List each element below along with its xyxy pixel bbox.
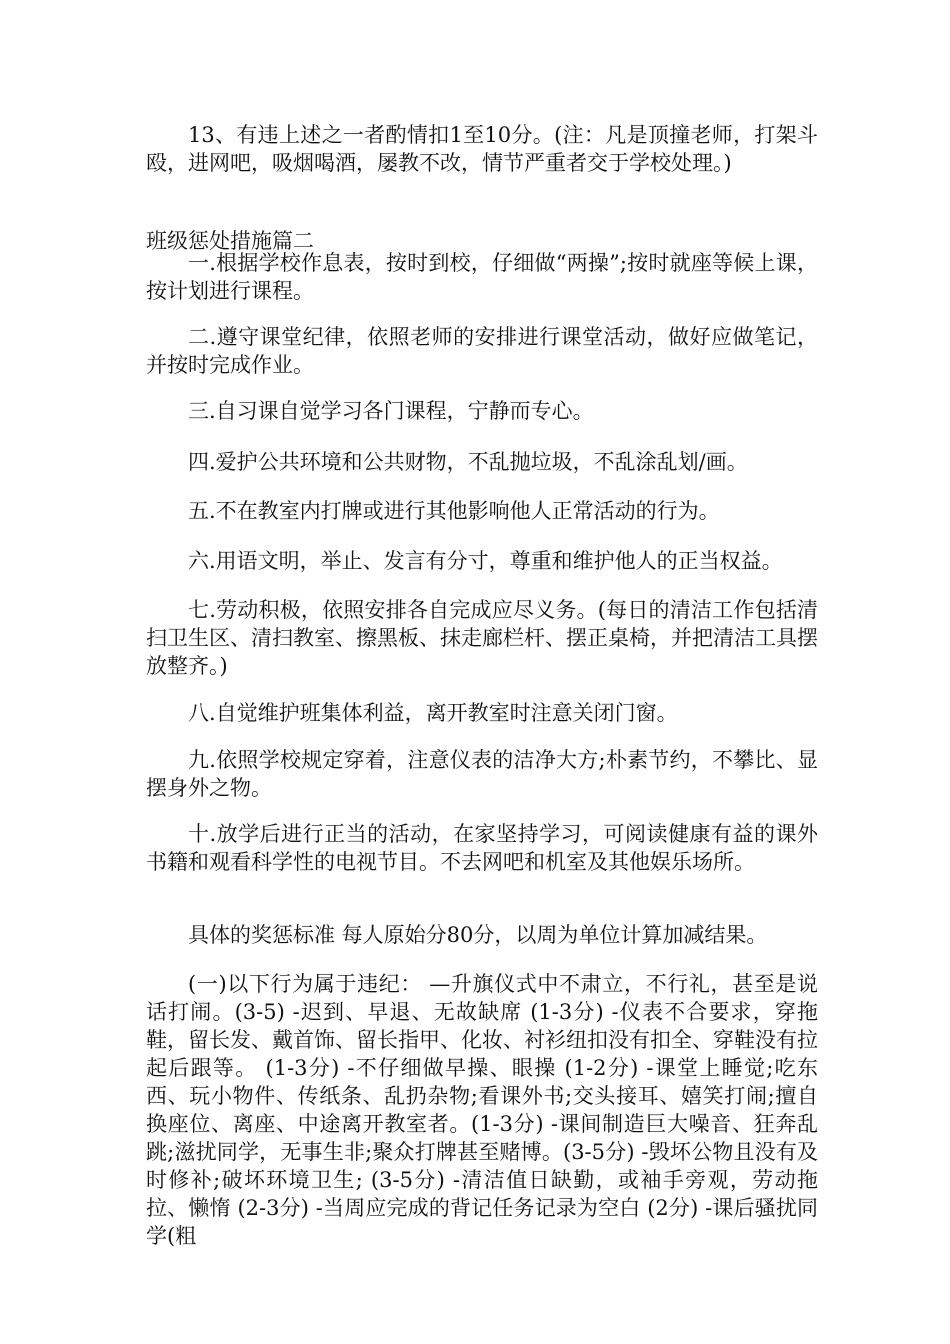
paragraph-item-1: 一.根据学校作息表，按时到校，仔细做“两操”;按时就座等候上课，按计划进行课程。 [146, 251, 818, 303]
paragraph-item-7: 七.劳动积极，依照安排各自完成应尽义务。(每日的清洁工作包括清扫卫生区、清扫教室、擦黑板、抹走廊栏杆、摆正桌椅，并把清洁工具摆放整齐。) [146, 598, 818, 678]
paragraph-item-8: 八.自觉维护班集体利益，离开教室时注意关闭门窗。 [188, 701, 678, 725]
paragraph-rule-13: 13、有违上述之一者酌情扣1至10分。(注：凡是顶撞老师，打架斗殴，进网吧，吸烟喝酒，屡教不改，情节严重者交于学校处理。) [146, 123, 818, 175]
paragraph-item-4: 四.爱护公共环境和公共财物，不乱抛垃圾，不乱涂乱划/画。 [188, 450, 748, 474]
paragraph-item-10: 十.放学后进行正当的活动，在家坚持学习，可阅读健康有益的课外书籍和观看科学性的电视节目。不去网吧和机室及其他娱乐场所。 [146, 822, 818, 874]
paragraph-item-3: 三.自习课自觉学习各门课程，宁静而专心。 [188, 399, 594, 423]
paragraph-standard: 具体的奖惩标准 每人原始分80分，以周为单位计算加减结果。 [188, 923, 768, 947]
paragraph-item-6: 六.用语文明，举止、发言有分寸，尊重和维护他人的正当权益。 [188, 549, 783, 573]
paragraph-item-2: 二.遵守课堂纪律，依照老师的安排进行课堂活动，做好应做笔记，并按时完成作业。 [146, 325, 818, 377]
section-heading: 班级惩处措施篇二 [146, 229, 314, 253]
paragraph-violations: (一)以下行为属于违纪： —升旗仪式中不肃立，不行礼，甚至是说话打闹。(3-5) -迟到、早退、无故缺席 (1-3分) -仪表不合要求，穿拖鞋，留长发、戴首饰、留长指甲、化妆、衬衫纽扣没有扣全、穿鞋没有拉起后跟等。 (1-3分) -不仔细做早操、眼操 (1-2分) -课堂上睡觉;吃东西、玩小物件、传纸条、乱扔杂物;看课外书;交头接耳、嬉笑打闹;擅自换座位、离座、中途离开教室者。(1-3分) -课间制造巨大噪音、狂奔乱跳;滋扰同学，无事生非;聚众打牌甚至赌博。(3-5分) -毁坏公物且没有及时修补;破坏环境卫生; (3-5分) -清洁值日缺勤，或袖手旁观，劳动拖拉、懒惰 (2-3分) -当周应完成的背记任务记录为空白 (2分) -课后骚扰同学(粗 [146, 972, 818, 1248]
paragraph-item-5: 五.不在教室内打牌或进行其他影响他人正常活动的行为。 [188, 499, 720, 523]
paragraph-item-9: 九.依照学校规定穿着，注意仪表的洁净大方;朴素节约，不攀比、显摆身外之物。 [146, 748, 818, 800]
